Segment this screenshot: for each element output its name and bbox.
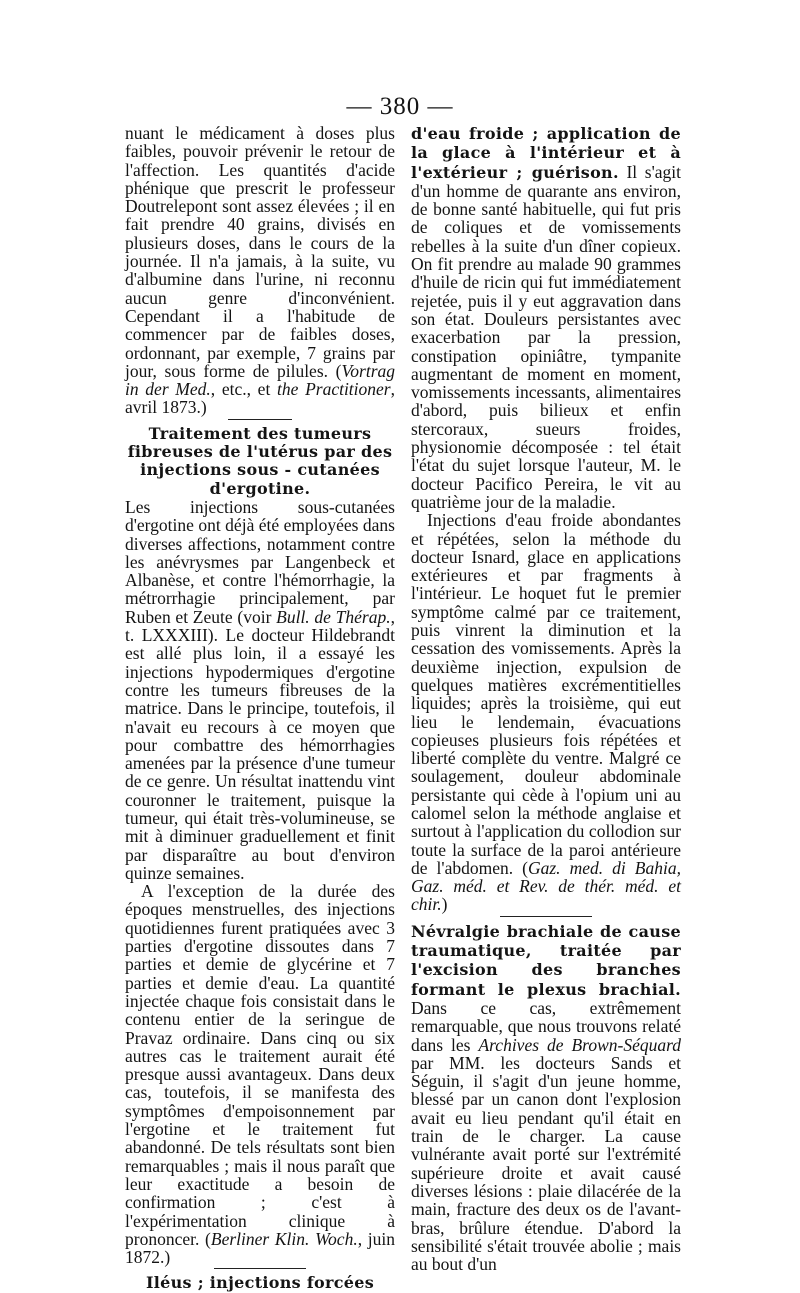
article-ileus: d'eau froide ; application de la glace à l'intérieur et à l'extérieur ; guérison. Il s'agit d'un homme de quarante ans environ, de bonne santé habituelle, qui fut pris de coliques et de vomissements rebelles à la suite d'un dîner copieux. On fit prendre au malade 90 grammes d'huile de ricin qui fut immédiatement rejetée, puis il y eut aggravation dans son état. Douleurs persistantes avec exacerbation par la pression, constipation opiniâtre, tympanite augmentant de moment en moment, vomissements incessants, alimentaires d'abord, puis bilieux et enfin stercoraux, sueurs froides, physionomie décomposée : tel était l'état du sujet lorsque l'auteur, M. le docteur Pacifico Pereira, le vit au quatrième jour de la maladie. [411,124,681,512]
article-paragraph: A l'exception de la durée des époques menstruelles, des injections quotidiennes furent pratiquées avec 3 parties d'ergotine dissoutes dans 7 parties et demie de glycérine et 7 parties et demie d'eau. La quantité injectée chaque fois consistait dans le contenu entier de la seringue de Pravaz ordinaire. Dans cinq ou six autres cas le traitement aurait été presque aussi avantageux. Dans deux cas, toutefois, il se manifesta des symptômes d'empoisonnement par l'ergotine et le traitement fut abandonné. De tels résultats sont bien remarquables ; mais il nous paraît que leur exactitude a besoin de confirmation ; c'est à l'expérimentation clinique à prononcer. (Berliner Klin. Woch., juin 1872.) [125,881,395,1268]
section-divider [500,916,592,917]
source-citation: Gaz. med. di Bahia, Gaz. méd. et Rev. de thér. méd. et chir. [411,857,681,915]
article-heading: Iléus ; injections forcées [145,1273,375,1293]
article-heading: Traitement des tumeurs fibreuses de l'utérus par des injections sous - cutanées d'ergotine. [127,423,393,498]
source-citation: Archives de Brown-Séquard [478,1034,681,1055]
section-divider [214,1268,306,1269]
article-fibroid-tumors: Traitement des tumeurs fibreuses de l'utérus par des injections sous - cutanées d'ergotine. Les injections sous-cutanées d'ergotine ont déjà été employées dans diverses affections, notamment contre les anévrysmes par Langenbeck et Albanèse, et contre l'hémorrhagie, la métrorrhagie principalement, par Ruben et Zeute (voir Bull. de Thérap., t. LXXXIII). Le docteur Hildebrandt est allé plus loin, il a essayé les injections hypodermiques d'ergotine contre les tumeurs fibreuses de la matrice. Dans le principe, toutefois, il n'avait eu recours à ce moyen que pour combattre des hémorrhagies amenées par la présence d'une tumeur de ce genre. Un résultat inattendu vint couronner le traitement, puisque la tumeur, qui était très-volumineuse, se mit à diminuer graduellement et finit par disparaître au bout d'environ quinze semaines. [125,423,395,883]
left-column [125,124,395,1293]
source-citation: Berliner Klin. Woch. [210,1228,358,1249]
right-column [411,124,681,1273]
article-brachial-neuralgia: Névralgie brachiale de cause traumatique, traitée par l'excision des branches formant le plexus brachial. Dans ce cas, extrêmement remarquable, que nous trouvons relaté dans les Archives de Brown-Séquard par MM. les docteurs Sands et Séguin, il s'agit d'un jeune homme, blessé par un canon dont l'explosion avait eu lieu pendant qu'il était en train de le charger. La cause vulnérante avait porté sur l'extrémité supérieure droite et avait causé diverses lésions : plaie dilacérée de la main, fracture des deux os de l'avant-bras, brûlure étendue. D'abord la sensibilité s'était trouvée abolie ; mais au bout d'un [411,921,681,1275]
article-heading: Névralgie brachiale de cause traumatique, traitée par l'excision des branches formant le plexus brachial. [411,921,681,999]
article-paragraph: Injections d'eau froide abondantes et répétées, selon la méthode du docteur Isnard, glace en applications extérieures et par fragments à l'intérieur. Le hoquet fut le premier symptôme calmé par ce traitement, puis vinrent la diminution et la cessation des vomissements. Après la deuxième injection, expulsion de quelques matières excrémentitielles liquides; après la troisième, qui eut lieu le lendemain, évacuations copieuses plusieurs fois répétées et liberté complète du ventre. Malgré ce soulagement, douleur abdominale persistante qui cède à l'opium uni au calomel selon la méthode anglaise et surtout à l'application du collodion sur toute la surface de la paroi antérieure de l'abdomen. (Gaz. med. di Bahia, Gaz. méd. et Rev. de thér. méd. et chir.) [411,510,681,915]
source-citation: the Practitioner [277,379,391,400]
page-number: — 380 — [346,93,454,120]
source-citation: Bull. de Thérap. [276,606,391,627]
source-citation: Vortrag in der Med. [125,360,395,400]
section-divider [228,419,292,420]
article-ileus-heading-start [125,1274,395,1292]
intro-paragraph: nuant le médicament à doses plus faibles, pouvoir prévenir le retour de l'affection. Les quantités d'acide phénique que prescrit le professeur Doutrelepont sont assez élevées ; il en fait prendre 40 grains, divisés en plusieurs doses, dans le cours de la journée. Il n'a jamais, à la suite, vu d'albumine dans l'urine, ni reconnu aucun genre d'inconvénient. Cependant il a l'habitude de commencer par de faibles doses, ordonnant, par exemple, 7 grains par jour, sous forme de pilules. (Vortrag in der Med., etc., et the Practitioner, avril 1873.) [125,123,395,418]
article-heading: d'eau froide ; application de la glace à l'intérieur et à l'extérieur ; guérison. [411,124,681,182]
